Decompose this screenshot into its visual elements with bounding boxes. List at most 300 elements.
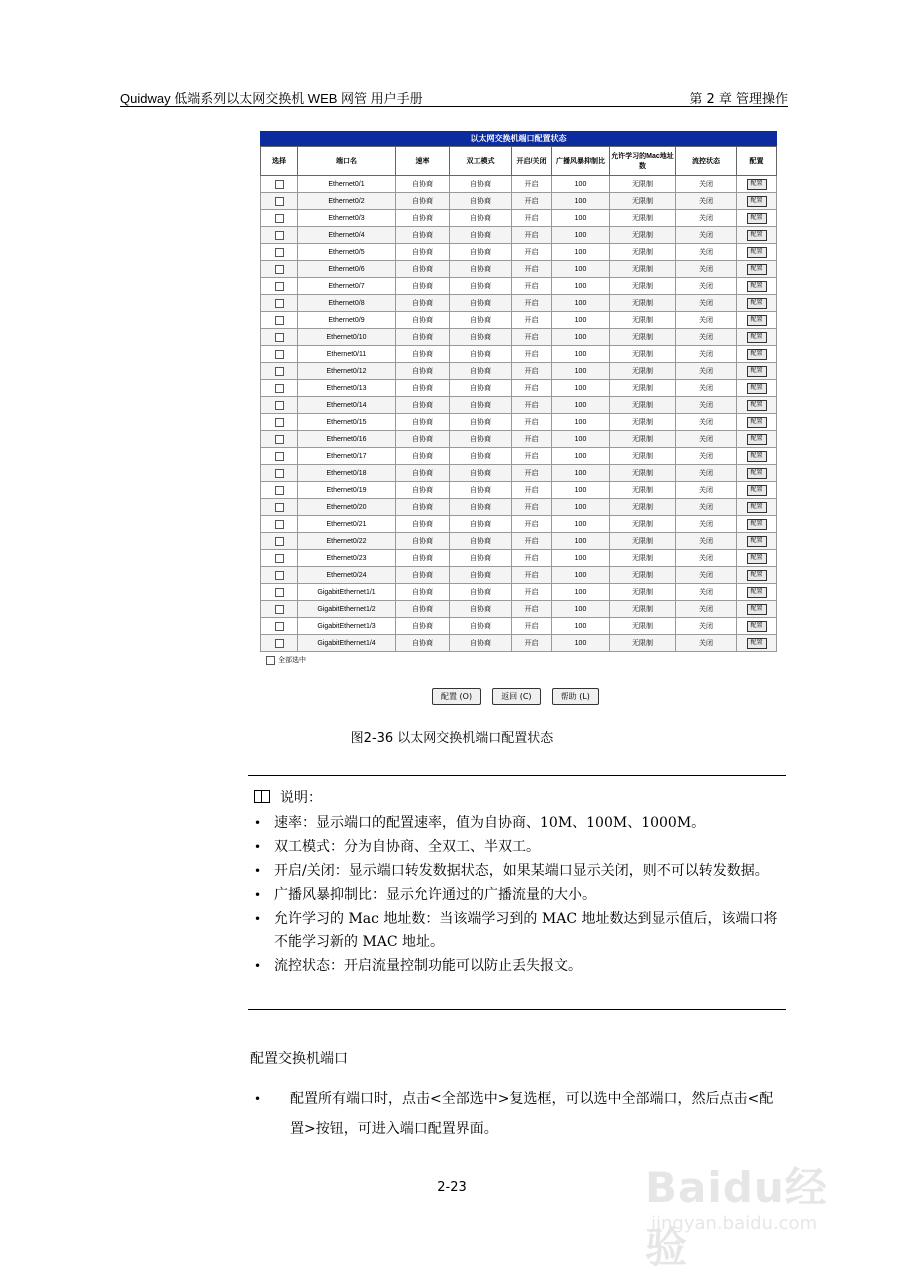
broadcast-value: 100 [552,465,610,482]
table-row [261,329,777,346]
mac-limit-value: 无限制 [610,363,676,380]
table-row [261,414,777,431]
table-row [261,448,777,465]
select-checkbox-cell[interactable] [261,550,298,567]
flow-control-value: 关闭 [676,635,737,652]
help-button[interactable]: 帮助 (L) [552,688,599,705]
flow-control-value: 关闭 [676,482,737,499]
speed-value: 自协商 [396,278,450,295]
select-checkbox-cell[interactable] [261,193,298,210]
mac-limit-value: 无限制 [610,448,676,465]
speed-value: 自协商 [396,448,450,465]
flow-control-value: 关闭 [676,516,737,533]
row-config-button[interactable]: 配置 [747,451,767,462]
row-config-button[interactable]: 配置 [747,264,767,275]
select-checkbox-cell[interactable] [261,312,298,329]
state-value: 开启 [512,448,552,465]
duplex-value: 自协商 [450,465,512,482]
state-value: 开启 [512,397,552,414]
select-all[interactable] [266,655,306,665]
state-value: 开启 [512,482,552,499]
port-name: Ethernet0/15 [298,414,396,431]
row-select-checkbox[interactable] [275,503,284,512]
state-value: 开启 [512,601,552,618]
row-select-checkbox[interactable] [275,248,284,257]
row-config-cell [737,363,777,380]
row-config-cell [737,329,777,346]
port-rows [261,176,777,652]
select-checkbox-cell[interactable] [261,482,298,499]
row-config-button[interactable]: 配置 [747,230,767,241]
broadcast-value: 100 [552,295,610,312]
flow-control-value: 关闭 [676,584,737,601]
select-checkbox-cell[interactable] [261,533,298,550]
duplex-value: 自协商 [450,278,512,295]
row-config-button[interactable]: 配置 [747,468,767,479]
row-config-cell [737,193,777,210]
row-select-checkbox[interactable] [275,282,284,291]
col-duplex: 双工模式 [450,147,512,176]
row-select-checkbox[interactable] [275,469,284,478]
row-config-button[interactable]: 配置 [747,315,767,326]
mac-limit-value: 无限制 [610,397,676,414]
duplex-value: 自协商 [450,584,512,601]
select-checkbox-cell[interactable] [261,618,298,635]
flow-control-value: 关闭 [676,499,737,516]
table-row [261,397,777,414]
mac-limit-value: 无限制 [610,516,676,533]
select-checkbox-cell[interactable] [261,567,298,584]
port-name: Ethernet0/21 [298,516,396,533]
select-checkbox-cell[interactable] [261,465,298,482]
row-config-button[interactable]: 配置 [747,638,767,649]
speed-value: 自协商 [396,176,450,193]
select-checkbox-cell[interactable] [261,584,298,601]
speed-value: 自协商 [396,193,450,210]
flow-control-value: 关闭 [676,397,737,414]
flow-control-value: 关闭 [676,193,737,210]
mac-limit-value: 无限制 [610,176,676,193]
note-list [250,812,786,979]
row-select-checkbox[interactable] [275,554,284,563]
note-title-text: 说明： [280,790,322,806]
duplex-value: 自协商 [450,346,512,363]
select-checkbox-cell[interactable] [261,244,298,261]
select-checkbox-cell[interactable] [261,499,298,516]
duplex-value: 自协商 [450,193,512,210]
port-name: Ethernet0/19 [298,482,396,499]
flow-control-value: 关闭 [676,312,737,329]
mac-limit-value: 无限制 [610,618,676,635]
state-value: 开启 [512,533,552,550]
duplex-value: 自协商 [450,499,512,516]
mac-limit-value: 无限制 [610,465,676,482]
row-config-cell [737,244,777,261]
flow-control-value: 关闭 [676,414,737,431]
row-select-checkbox[interactable] [275,639,284,648]
port-name: Ethernet0/8 [298,295,396,312]
baidu-watermark [645,1155,865,1272]
duplex-value: 自协商 [450,533,512,550]
row-config-button[interactable]: 配置 [747,621,767,632]
select-checkbox-cell[interactable] [261,295,298,312]
mac-limit-value: 无限制 [610,431,676,448]
row-config-button[interactable]: 配置 [747,400,767,411]
col-select: 选择 [261,147,298,176]
row-config-button[interactable]: 配置 [747,332,767,343]
speed-value: 自协商 [396,550,450,567]
table-row [261,499,777,516]
state-value: 开启 [512,550,552,567]
mac-limit-value: 无限制 [610,380,676,397]
select-checkbox-cell[interactable] [261,635,298,652]
row-config-button[interactable]: 配置 [747,434,767,445]
select-checkbox-cell[interactable] [261,431,298,448]
duplex-value: 自协商 [450,397,512,414]
mac-limit-value: 无限制 [610,550,676,567]
row-config-cell [737,550,777,567]
header-title: Quidway 低端系列以太网交换机 WEB 网管 用户手册 [120,91,423,106]
state-value: 开启 [512,312,552,329]
back-button[interactable]: 返回 (C) [492,688,540,705]
speed-value: 自协商 [396,380,450,397]
row-select-checkbox[interactable] [275,520,284,529]
flow-control-value: 关闭 [676,244,737,261]
broadcast-value: 100 [552,414,610,431]
row-select-checkbox[interactable] [275,214,284,223]
duplex-value: 自协商 [450,414,512,431]
port-status-table [260,131,777,652]
select-checkbox-cell[interactable] [261,210,298,227]
broadcast-value: 100 [552,261,610,278]
duplex-value: 自协商 [450,380,512,397]
instruction-paragraph [250,1084,784,1144]
duplex-value: 自协商 [450,329,512,346]
mac-limit-value: 无限制 [610,499,676,516]
row-select-checkbox[interactable] [275,537,284,546]
port-name: Ethernet0/18 [298,465,396,482]
speed-value: 自协商 [396,431,450,448]
row-config-button[interactable]: 配置 [747,604,767,615]
port-name: Ethernet0/13 [298,380,396,397]
note-item: • 开启/关闭：显示端口转发数据状态，如果某端口显示关闭，则不可以转发数据。 [250,860,786,883]
broadcast-value: 100 [552,227,610,244]
row-select-checkbox[interactable] [275,180,284,189]
row-config-button[interactable]: 配置 [747,536,767,547]
duplex-value: 自协商 [450,601,512,618]
state-value: 开启 [512,346,552,363]
row-config-button[interactable]: 配置 [747,502,767,513]
state-value: 开启 [512,295,552,312]
speed-value: 自协商 [396,227,450,244]
row-config-button[interactable]: 配置 [747,485,767,496]
port-status-figure [260,131,776,711]
book-icon [254,790,270,803]
select-checkbox-cell[interactable] [261,176,298,193]
row-select-checkbox[interactable] [275,486,284,495]
flow-control-value: 关闭 [676,601,737,618]
broadcast-value: 100 [552,567,610,584]
mac-limit-value: 无限制 [610,346,676,363]
table-row [261,584,777,601]
broadcast-value: 100 [552,244,610,261]
port-name: Ethernet0/22 [298,533,396,550]
table-row [261,482,777,499]
port-name: Ethernet0/14 [298,397,396,414]
row-config-button[interactable]: 配置 [747,417,767,428]
select-checkbox-cell[interactable] [261,380,298,397]
port-name: Ethernet0/16 [298,431,396,448]
speed-value: 自协商 [396,516,450,533]
state-value: 开启 [512,176,552,193]
mac-limit-value: 无限制 [610,261,676,278]
note-title [254,787,322,807]
port-name: Ethernet0/24 [298,567,396,584]
table-row [261,210,777,227]
port-name: Ethernet0/10 [298,329,396,346]
select-all-checkbox[interactable] [266,656,275,665]
port-name: GigabitEthernet1/4 [298,635,396,652]
row-config-cell [737,635,777,652]
table-title: 以太网交换机端口配置状态 [260,131,777,146]
mac-limit-value: 无限制 [610,482,676,499]
row-config-button[interactable]: 配置 [747,570,767,581]
select-checkbox-cell[interactable] [261,363,298,380]
note-item: • 允许学习的 Mac 地址数：当该端学习到的 MAC 地址数达到显示值后，该端口将不能学习新的 MAC 地址。 [250,908,786,954]
state-value: 开启 [512,380,552,397]
select-checkbox-cell[interactable] [261,448,298,465]
row-config-button[interactable]: 配置 [747,298,767,309]
port-name: GigabitEthernet1/1 [298,584,396,601]
row-config-button[interactable]: 配置 [747,519,767,530]
select-checkbox-cell[interactable] [261,227,298,244]
broadcast-value: 100 [552,176,610,193]
col-speed: 速率 [396,147,450,176]
state-value: 开启 [512,363,552,380]
table-row [261,533,777,550]
row-config-button[interactable]: 配置 [747,553,767,564]
state-value: 开启 [512,618,552,635]
button-bar [432,684,605,705]
state-value: 开启 [512,567,552,584]
port-name: GigabitEthernet1/3 [298,618,396,635]
row-config-cell [737,567,777,584]
speed-value: 自协商 [396,397,450,414]
row-config-cell [737,414,777,431]
broadcast-value: 100 [552,499,610,516]
flow-control-value: 关闭 [676,448,737,465]
row-select-checkbox[interactable] [275,571,284,580]
speed-value: 自协商 [396,414,450,431]
port-name: Ethernet0/3 [298,210,396,227]
note-item: • 双工模式：分为自协商、全双工、半双工。 [250,836,786,859]
row-config-cell [737,261,777,278]
select-checkbox-cell[interactable] [261,261,298,278]
row-config-cell [737,482,777,499]
broadcast-value: 100 [552,533,610,550]
row-select-checkbox[interactable] [275,384,284,393]
duplex-value: 自协商 [450,244,512,261]
duplex-value: 自协商 [450,227,512,244]
table-row [261,261,777,278]
row-select-checkbox[interactable] [275,367,284,376]
port-name: Ethernet0/4 [298,227,396,244]
mac-limit-value: 无限制 [610,312,676,329]
note-item: • 广播风暴抑制比：显示允许通过的广播流量的大小。 [250,884,786,907]
port-name: Ethernet0/7 [298,278,396,295]
table-row [261,244,777,261]
state-value: 开启 [512,278,552,295]
broadcast-value: 100 [552,346,610,363]
row-select-checkbox[interactable] [275,265,284,274]
duplex-value: 自协商 [450,550,512,567]
row-config-cell [737,380,777,397]
row-config-button[interactable]: 配置 [747,213,767,224]
speed-value: 自协商 [396,346,450,363]
row-config-button[interactable]: 配置 [747,349,767,360]
flow-control-value: 关闭 [676,550,737,567]
table-row [261,295,777,312]
mac-limit-value: 无限制 [610,244,676,261]
duplex-value: 自协商 [450,312,512,329]
row-config-button[interactable]: 配置 [747,281,767,292]
broadcast-value: 100 [552,618,610,635]
row-select-checkbox[interactable] [275,452,284,461]
col-state: 开启/关闭 [512,147,552,176]
table-row [261,363,777,380]
row-config-button[interactable]: 配置 [747,196,767,207]
flow-control-value: 关闭 [676,295,737,312]
port-name: Ethernet0/5 [298,244,396,261]
table-row [261,346,777,363]
select-checkbox-cell[interactable] [261,346,298,363]
mac-limit-value: 无限制 [610,584,676,601]
flow-control-value: 关闭 [676,278,737,295]
row-select-checkbox[interactable] [275,622,284,631]
table-row [261,380,777,397]
state-value: 开启 [512,193,552,210]
table-row [261,312,777,329]
section-title: 配置交换机端口 [250,1051,348,1067]
row-select-checkbox[interactable] [275,588,284,597]
table-row [261,618,777,635]
note-item: • 速率：显示端口的配置速率，值为自协商、10M、100M、1000M。 [250,812,786,835]
speed-value: 自协商 [396,567,450,584]
flow-control-value: 关闭 [676,176,737,193]
row-config-cell [737,465,777,482]
row-select-checkbox[interactable] [275,299,284,308]
state-value: 开启 [512,431,552,448]
flow-control-value: 关闭 [676,431,737,448]
mac-limit-value: 无限制 [610,295,676,312]
state-value: 开启 [512,635,552,652]
port-name: Ethernet0/11 [298,346,396,363]
select-checkbox-cell[interactable] [261,414,298,431]
row-config-cell [737,278,777,295]
table-row [261,176,777,193]
table-header-row [261,147,777,176]
broadcast-value: 100 [552,329,610,346]
duplex-value: 自协商 [450,618,512,635]
page-header [120,88,788,107]
row-config-button[interactable]: 配置 [747,366,767,377]
select-checkbox-cell[interactable] [261,329,298,346]
row-config-button[interactable]: 配置 [747,247,767,258]
state-value: 开启 [512,465,552,482]
row-select-checkbox[interactable] [275,605,284,614]
select-checkbox-cell[interactable] [261,516,298,533]
config-button[interactable]: 配置 (O) [432,688,481,705]
row-select-checkbox[interactable] [275,350,284,359]
row-select-checkbox[interactable] [275,401,284,410]
state-value: 开启 [512,329,552,346]
duplex-value: 自协商 [450,261,512,278]
row-select-checkbox[interactable] [275,197,284,206]
select-checkbox-cell[interactable] [261,601,298,618]
row-config-cell [737,584,777,601]
row-config-cell [737,516,777,533]
broadcast-value: 100 [552,312,610,329]
duplex-value: 自协商 [450,176,512,193]
col-broadcast: 广播风暴抑制比 [552,147,610,176]
select-checkbox-cell[interactable] [261,278,298,295]
select-checkbox-cell[interactable] [261,397,298,414]
row-config-button[interactable]: 配置 [747,179,767,190]
port-name: Ethernet0/2 [298,193,396,210]
flow-control-value: 关闭 [676,533,737,550]
state-value: 开启 [512,244,552,261]
row-select-checkbox[interactable] [275,418,284,427]
port-name: Ethernet0/6 [298,261,396,278]
row-config-cell [737,210,777,227]
flow-control-value: 关闭 [676,329,737,346]
row-select-checkbox[interactable] [275,435,284,444]
table-row [261,227,777,244]
row-select-checkbox[interactable] [275,333,284,342]
speed-value: 自协商 [396,244,450,261]
mac-limit-value: 无限制 [610,227,676,244]
speed-value: 自协商 [396,584,450,601]
table-row [261,601,777,618]
broadcast-value: 100 [552,584,610,601]
row-config-button[interactable]: 配置 [747,587,767,598]
state-value: 开启 [512,499,552,516]
row-config-cell [737,346,777,363]
row-config-cell [737,227,777,244]
duplex-value: 自协商 [450,295,512,312]
row-config-button[interactable]: 配置 [747,383,767,394]
row-select-checkbox[interactable] [275,231,284,240]
mac-limit-value: 无限制 [610,635,676,652]
state-value: 开启 [512,261,552,278]
col-config: 配置 [737,147,777,176]
flow-control-value: 关闭 [676,261,737,278]
watermark-url: jingyan.baidu.com [651,1213,818,1234]
row-config-cell [737,431,777,448]
broadcast-value: 100 [552,380,610,397]
mac-limit-value: 无限制 [610,567,676,584]
row-select-checkbox[interactable] [275,316,284,325]
table-row [261,193,777,210]
speed-value: 自协商 [396,618,450,635]
speed-value: 自协商 [396,329,450,346]
watermark-logo: Baidu经验 [645,1163,828,1272]
broadcast-value: 100 [552,482,610,499]
speed-value: 自协商 [396,261,450,278]
header-chapter: 第 2 章 管理操作 [689,92,788,107]
row-config-cell [737,618,777,635]
speed-value: 自协商 [396,635,450,652]
